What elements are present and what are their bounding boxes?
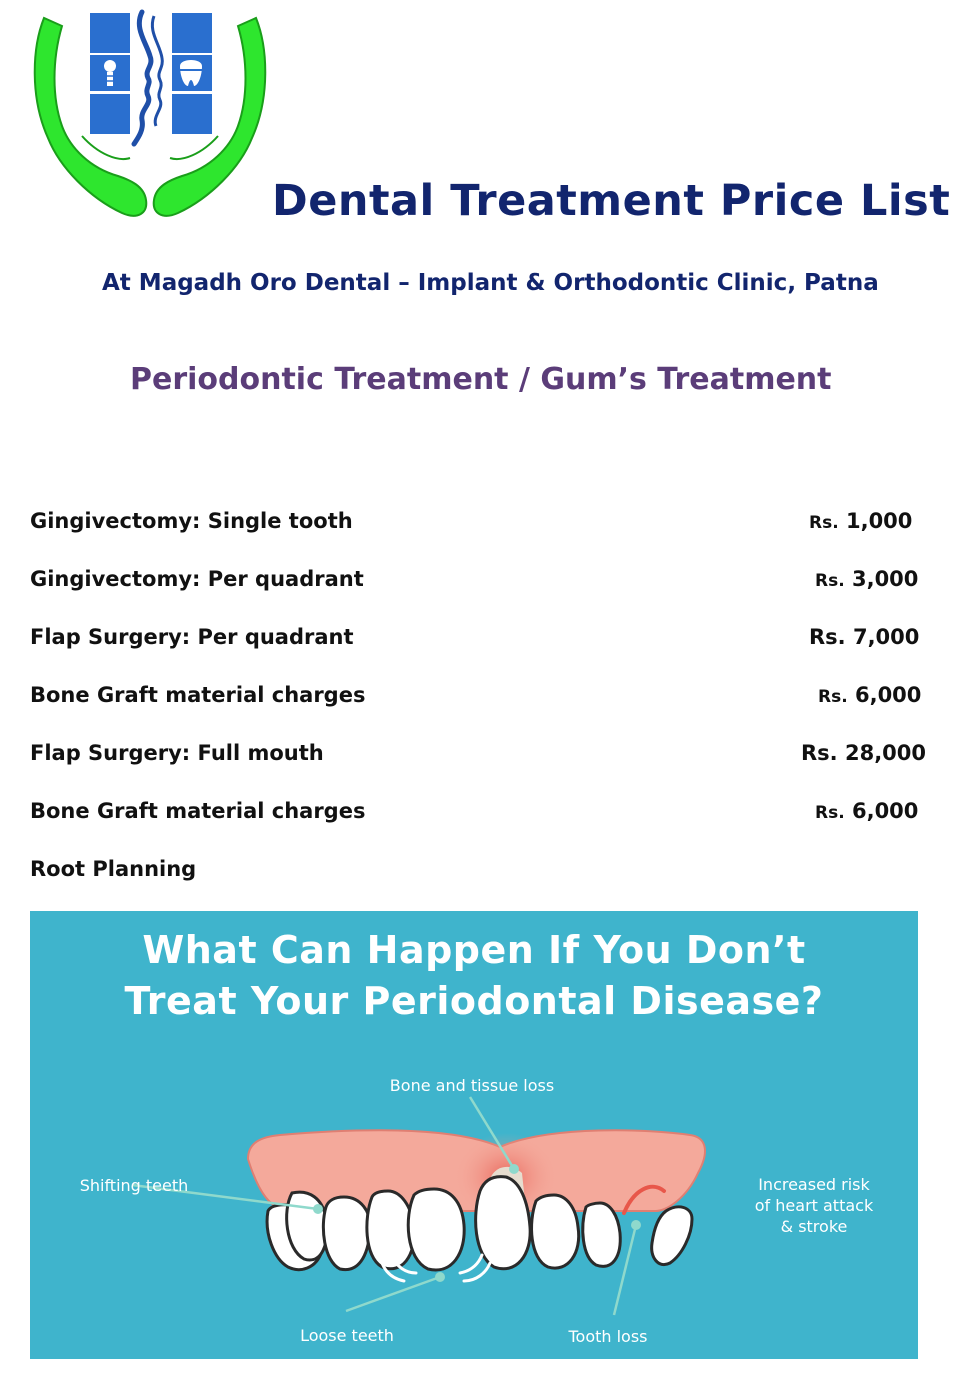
price-row [30, 683, 920, 717]
price-row [30, 857, 920, 891]
label-loose-teeth: Loose teeth [300, 1326, 394, 1345]
price-row [30, 625, 920, 659]
label-tooth-loss: Tooth loss [568, 1327, 648, 1346]
treatment-name: Gingivectomy: Single tooth [30, 509, 353, 533]
price-row [30, 799, 920, 833]
section-title: Periodontic Treatment / Gum’s Treatment [130, 362, 832, 397]
treatment-name: Flap Surgery: Full mouth [30, 741, 324, 765]
treatment-name: Bone Graft material charges [30, 799, 366, 823]
label-shifting-teeth: Shifting teeth [79, 1176, 189, 1195]
treatment-price: Rs. 1,000 [809, 509, 913, 533]
clinic-logo [30, 8, 270, 220]
treatment-name: Bone Graft material charges [30, 683, 366, 707]
treatment-price: Rs. 6,000 [815, 799, 919, 823]
clinic-subtitle: At Magadh Oro Dental – Implant & Orthodontic Clinic, Patna [102, 270, 879, 296]
label-bone-tissue-loss: Bone and tissue loss [389, 1076, 555, 1095]
treatment-price: Rs. 6,000 [818, 683, 922, 707]
face-profile-icon [134, 12, 151, 144]
periodontal-infographic [30, 911, 918, 1359]
treatment-name: Gingivectomy: Per quadrant [30, 567, 364, 591]
infographic-heading: What Can Happen If You Don’t Treat Your Periodontal Disease? [124, 928, 824, 1023]
treatment-price: Rs. 28,000 [801, 741, 927, 765]
logo-square-bl [90, 94, 130, 134]
teeth-illustration [30, 911, 918, 1359]
label-heart-risk: Increased risk of heart attack & stroke [754, 1175, 874, 1236]
logo-square-tr [172, 13, 212, 53]
treatment-price: Rs. 3,000 [815, 567, 919, 591]
treatment-name: Flap Surgery: Per quadrant [30, 625, 354, 649]
logo-square-tl [90, 13, 130, 53]
price-row [30, 509, 920, 543]
page-title: Dental Treatment Price List [272, 176, 951, 226]
treatment-price: Rs. 7,000 [809, 625, 920, 649]
price-row [30, 567, 920, 601]
price-row [30, 741, 927, 775]
logo-square-br [172, 94, 212, 134]
treatment-name: Root Planning [30, 857, 197, 881]
